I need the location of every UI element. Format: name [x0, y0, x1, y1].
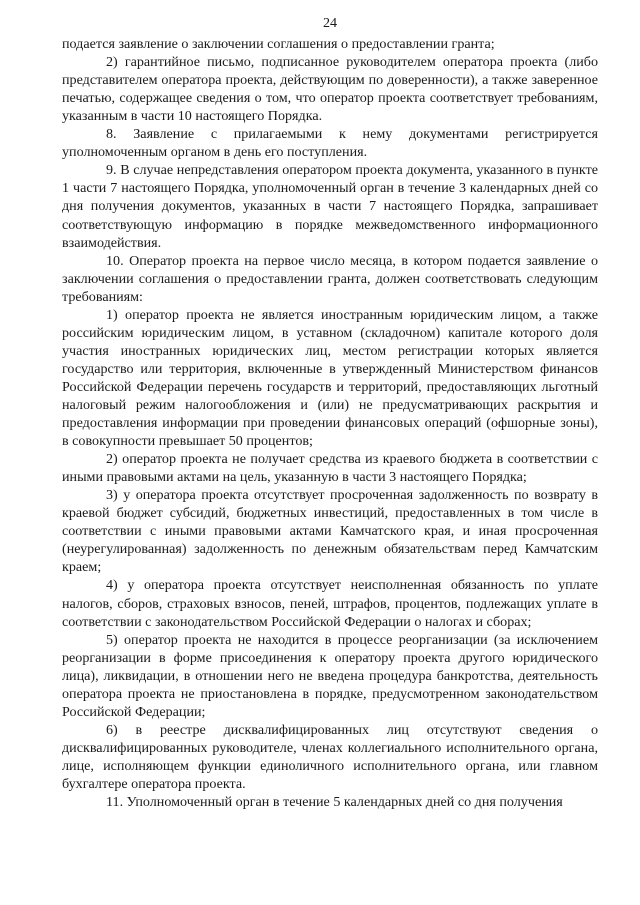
paragraph: 1) оператор проекта не является иностранным юридическим лицом, а также российским юридическим лицом, в уставном (складочном) капитале которого доля участия иностранных юридических лиц, местом регистрации которых является государство или территория, включенные в утвержденный Министерством финансов Российской Федерации перечень государств и территорий, предоставляющих льготный налоговый режим налогообложения и (или) не предусматривающих раскрытия и предоставления информации при проведении финансовых операций (офшорные зоны), в совокупности превышает 50 процентов; [62, 306, 598, 450]
paragraph: подается заявление о заключении соглашения о предоставлении гранта; [62, 36, 495, 53]
document-page [62, 14, 598, 811]
paragraph: 5) оператор проекта не находится в процессе реорганизации (за исключением реорганизации в форме присоединения к оператору проекта другого юридического лица), ликвидации, в отношении него не введена процедура банкротства, деятельность оператора проекта не приостановлена в порядке, предусмотренном законодательством Российской Федерации; [62, 631, 598, 720]
paragraph: 11. Уполномоченный орган в течение 5 календарных дней со дня получения [106, 794, 563, 811]
paragraph: 4) у оператора проекта отсутствует неисполненная обязанность по уплате налогов, сборов, страховых взносов, пеней, штрафов, процентов, подлежащих уплате в соответствии с законодательством Российской Федерации о налогах и сборах; [62, 577, 598, 630]
paragraph: 2) оператор проекта не получает средства из краевого бюджета в соответствии с иными правовыми актами на цель, указанную в части 3 настоящего Порядка; [62, 451, 598, 486]
paragraph: 2) гарантийное письмо, подписанное руководителем оператора проекта (либо представителем оператора проекта, действующим по доверенности), а также заверенное печатью, содержащее сведения о том, что оператор проекта соответствует требованиям, указанным в части 10 настоящего Порядка. [62, 54, 598, 125]
paragraph: 8. Заявление с прилагаемыми к нему документами регистрируется уполномоченным органом в день его поступления. [62, 126, 598, 161]
paragraph: 3) у оператора проекта отсутствует просроченная задолженность по возврату в краевой бюджет субсидий, бюджетных инвестиций, предоставленных в том числе в соответствии с иными правовыми актами Камчатского края, и иная просроченная (неурегулированная) задолженность по денежным обязательствам перед Камчатским краем; [62, 487, 598, 576]
page-number: 24 [322, 15, 338, 31]
paragraph: 6) в реестре дисквалифицированных лиц отсутствуют сведения о дисквалифицированных руководителе, членах коллегиального исполнительного органа, лице, исполняющем функции единоличного исполнительного органа, или главном бухгалтере оператора проекта. [62, 721, 598, 792]
document-body [62, 35, 598, 811]
paragraph: 10. Оператор проекта на первое число месяца, в котором подается заявление о заключении соглашения о предоставлении гранта, должен соответствовать следующим требованиям: [62, 252, 598, 305]
paragraph: 9. В случае непредставления оператором проекта документа, указанного в пункте 1 части 7 настоящего Порядка, уполномоченный орган в течение 3 календарных дней со дня получения документов, указанных в части 7 настоящего Порядка, запрашивает соответствующую информацию в порядке межведомственного информационного взаимодействия. [62, 162, 598, 251]
